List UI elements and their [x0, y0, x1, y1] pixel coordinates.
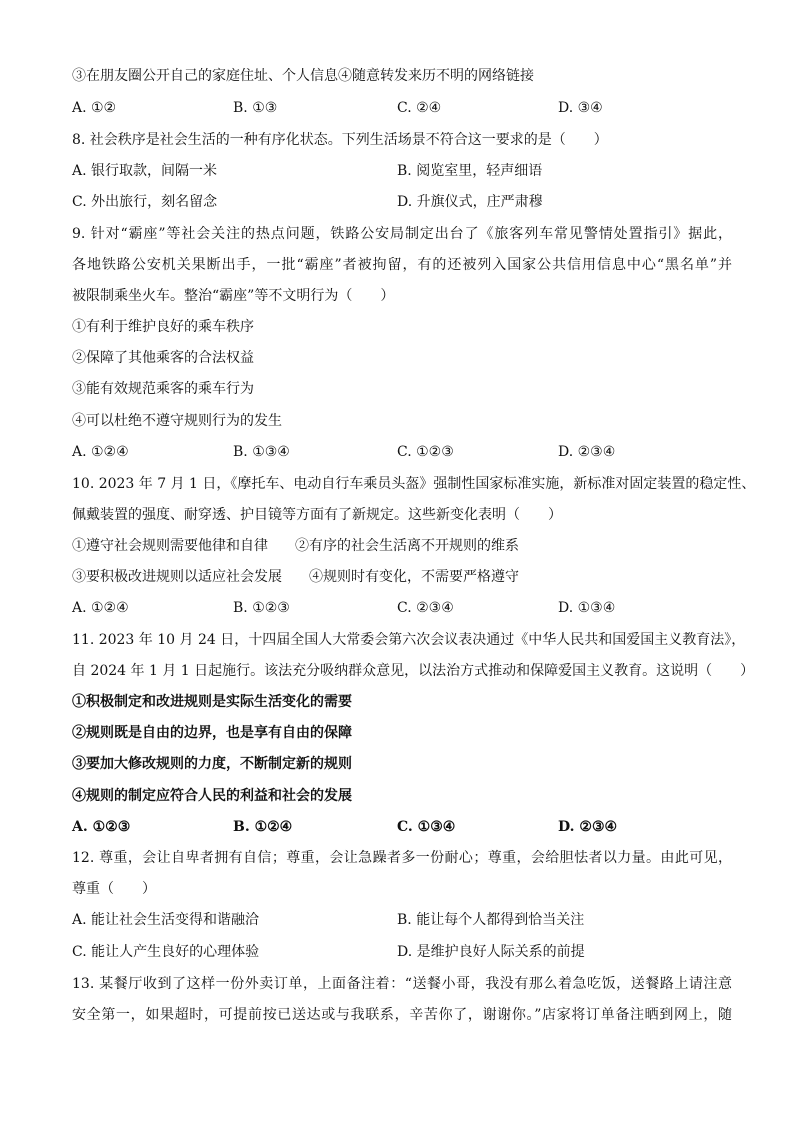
q12-option-b: B. 能让每个人都得到恰当关注 [397, 912, 585, 928]
q11-option-b: B. ①②④ [233, 819, 293, 835]
q7-option-b: B. ①③ [233, 100, 278, 116]
q9-item-2: ②保障了其他乘客的合法权益 [72, 350, 254, 366]
q10-stem-line-2: 佩戴装置的强度、耐穿透、护目镜等方面有了新规定。这些新变化表明（ ） [72, 507, 562, 523]
q10-stem-line-1: 10. 2023 年 7 月 1 日，《摩托车、电动自行车乘员头盔》强制性国家标准实施，新标准对固定装置的稳定性、 [72, 476, 756, 492]
q11-item-2: ②规则既是自由的边界，也是享有自由的保障 [72, 725, 352, 741]
q7-option-d: D. ③④ [558, 100, 603, 116]
q11-stem-line-2: 自 2024 年 1 月 1 日起施行。该法充分吸纳群众意见，以法治方式推动和保障爱国主义教育。这说明（ ） [72, 663, 755, 679]
q9-option-c: C. ①②③ [397, 444, 454, 460]
q9-stem-line-3: 被限制乘坐火车。整治“霸座”等不文明行为（ ） [72, 288, 395, 304]
q13-stem-line-2: 安全第一，如果超时，可提前按已送达或与我联系，辛苦你了，谢谢你。”店家将订单备注晒到网上，随 [72, 1007, 732, 1023]
q10-option-b: B. ①②③ [233, 600, 290, 616]
q9-item-1: ①有利于维护良好的乘车秩序 [72, 319, 254, 335]
q8-stem: 8. 社会秩序是社会生活的一种有序化状态。下列生活场景不符合这一要求的是（ ） [72, 132, 608, 148]
q11-option-c: C. ①③④ [397, 819, 456, 835]
q8-option-a: A. 银行取款，间隔一米 [72, 163, 218, 179]
q9-item-3: ③能有效规范乘客的乘车行为 [72, 381, 254, 397]
q10-item-4: ④规则时有变化，不需要严格遵守 [309, 569, 519, 585]
q9-option-a: A. ①②④ [72, 444, 129, 460]
q8-option-c: C. 外出旅行，刻名留念 [72, 194, 218, 210]
q7-item-line: ③在朋友圈公开自己的家庭住址、个人信息④随意转发来历不明的网络链接 [72, 68, 534, 84]
q10-item-1: ①遵守社会规则需要他律和自律 [72, 538, 268, 554]
q9-item-4: ④可以杜绝不遵守规则行为的发生 [72, 413, 282, 429]
q10-option-a: A. ①②④ [72, 600, 129, 616]
q12-option-d: D. 是维护良好人际关系的前提 [397, 944, 585, 960]
q13-stem-line-1: 13. 某餐厅收到了这样一份外卖订单，上面备注着：“送餐小哥，我没有那么着急吃饭，送餐路上请注意 [72, 976, 732, 992]
q10-option-c: C. ②③④ [397, 600, 454, 616]
q9-stem-line-2: 各地铁路公安机关果断出手，一批“霸座”者被拘留，有的还被列入国家公共信用信息中心“黑名单”并 [72, 257, 732, 273]
q11-option-d: D. ②③④ [558, 819, 618, 835]
q9-stem-line-1: 9. 针对“霸座”等社会关注的热点问题，铁路公安局制定出台了《旅客列车常见警情处置指引》据此， [72, 226, 732, 242]
q9-option-d: D. ②③④ [558, 444, 616, 460]
q7-option-a: A. ①② [72, 100, 117, 116]
q11-item-1: ①积极制定和改进规则是实际生活变化的需要 [72, 694, 352, 710]
q12-stem-line-1: 12. 尊重，会让自卑者拥有自信；尊重，会让急躁者多一份耐心；尊重，会给胆怯者以力量。由此可见， [72, 850, 732, 866]
q10-item-2: ②有序的社会生活离不开规则的维系 [295, 538, 519, 554]
q10-option-d: D. ①③④ [558, 600, 616, 616]
q12-stem-line-2: 尊重（ ） [72, 881, 156, 897]
q12-option-a: A. 能让社会生活变得和谐融洽 [72, 912, 260, 928]
q11-item-3: ③要加大修改规则的力度，不断制定新的规则 [72, 756, 352, 772]
q11-stem-line-1: 11. 2023 年 10 月 24 日，十四届全国人大常委会第六次会议表决通过《中华人民共和国爱国主义教育法》， [72, 632, 746, 648]
q12-option-c: C. 能让人产生良好的心理体验 [72, 944, 260, 960]
q7-option-c: C. ②④ [397, 100, 442, 116]
q10-item-3: ③要积极改进规则以适应社会发展 [72, 569, 282, 585]
q11-item-4: ④规则的制定应符合人民的利益和社会的发展 [72, 788, 352, 804]
q8-option-b: B. 阅览室里，轻声细语 [397, 163, 543, 179]
q8-option-d: D. 升旗仪式，庄严肃穆 [397, 194, 543, 210]
q9-option-b: B. ①③④ [233, 444, 290, 460]
q11-option-a: A. ①②③ [72, 819, 131, 835]
